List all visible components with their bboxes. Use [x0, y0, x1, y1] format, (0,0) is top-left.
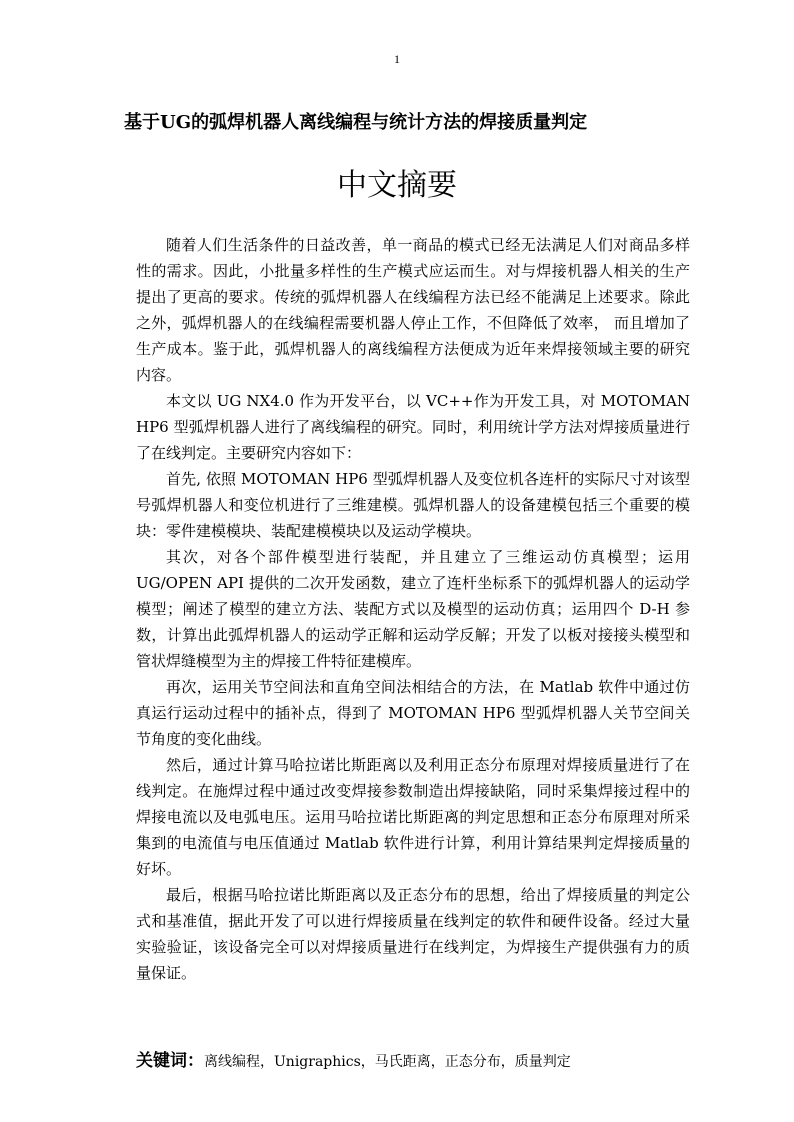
abstract-paragraph-7: 最后，根据马哈拉诺比斯距离以及正态分布的思想，给出了焊接质量的判定公式和基准值，据此开发了可以进行焊接质量在线判定的软件和硬件设备。经过大量实验验证，该设备完全可以对焊接质量进行在线判定，为焊接生产提供强有力的质量保证。	[136, 886, 690, 982]
page-number: 1	[394, 52, 400, 66]
abstract-paragraph-3: 首先, 依照 MOTOMAN HP6 型弧焊机器人及变位机各连杆的实际尺寸对该型号弧焊机器人和变位机进行了三维建模。弧焊机器人的设备建模包括三个重要的模块：零件建模模块、装配建模模块以及运动学模块。	[136, 470, 690, 540]
abstract-heading: 中文摘要	[337, 168, 457, 203]
abstract-paragraph-4: 其次，对各个部件模型进行装配，并且建立了三维运动仿真模型；运用 UG/OPEN API 提供的二次开发函数，建立了连杆坐标系下的弧焊机器人的运动学模型；阐述了模型的建立方法、装配方式以及模型的运动仿真；运用四个 D-H 参数，计算出此弧焊机器人的运动学正解和运动学反解；开发了以板对接接头模型和管状焊缝模型为主的焊接工件特征建模库。	[136, 548, 690, 670]
paper-title: 基于UG的弧焊机器人离线编程与统计方法的焊接质量判定	[124, 112, 588, 133]
abstract-paragraph-1: 随着人们生活条件的日益改善，单一商品的模式已经无法满足人们对商品多样性的需求。因此，小批量多样性的生产模式应运而生。对与焊接机器人相关的生产提出了更高的要求。传统的弧焊机器人在线编程方法已经不能满足上述要求。除此之外，弧焊机器人的在线编程需要机器人停止工作，不但降低了效率， 而且增加了生产成本。鉴于此，弧焊机器人的离线编程方法便成为近年来焊接领域主要的研究内容。	[136, 236, 690, 384]
abstract-paragraph-2: 本文以 UG NX4.0 作为开发平台，以 VC++作为开发工具，对 MOTOMAN HP6 型弧焊机器人进行了离线编程的研究。同时，利用统计学方法对焊接质量进行了在线判定。主要研究内容如下：	[136, 392, 690, 462]
keywords-text: 离线编程，Unigraphics，马氏距离，正态分布，质量判定	[204, 1054, 571, 1070]
abstract-paragraph-6: 然后，通过计算马哈拉诺比斯距离以及利用正态分布原理对焊接质量进行了在线判定。在施焊过程中通过改变焊接参数制造出焊接缺陷，同时采集焊接过程中的焊接电流以及电弧电压。运用马哈拉诺比斯距离的判定思想和正态分布原理对所采集到的电流值与电压值通过 Matlab 软件进行计算，利用计算结果判定焊接质量的好坏。	[136, 756, 690, 878]
keywords-label: 关键词：	[136, 1051, 204, 1071]
keywords-line	[136, 1046, 696, 1071]
abstract-body	[136, 232, 690, 986]
abstract-paragraph-5: 再次，运用关节空间法和直角空间法相结合的方法，在 Matlab 软件中通过仿真运行运动过程中的插补点，得到了 MOTOMAN HP6 型弧焊机器人关节空间关节角度的变化曲线。	[136, 678, 690, 748]
